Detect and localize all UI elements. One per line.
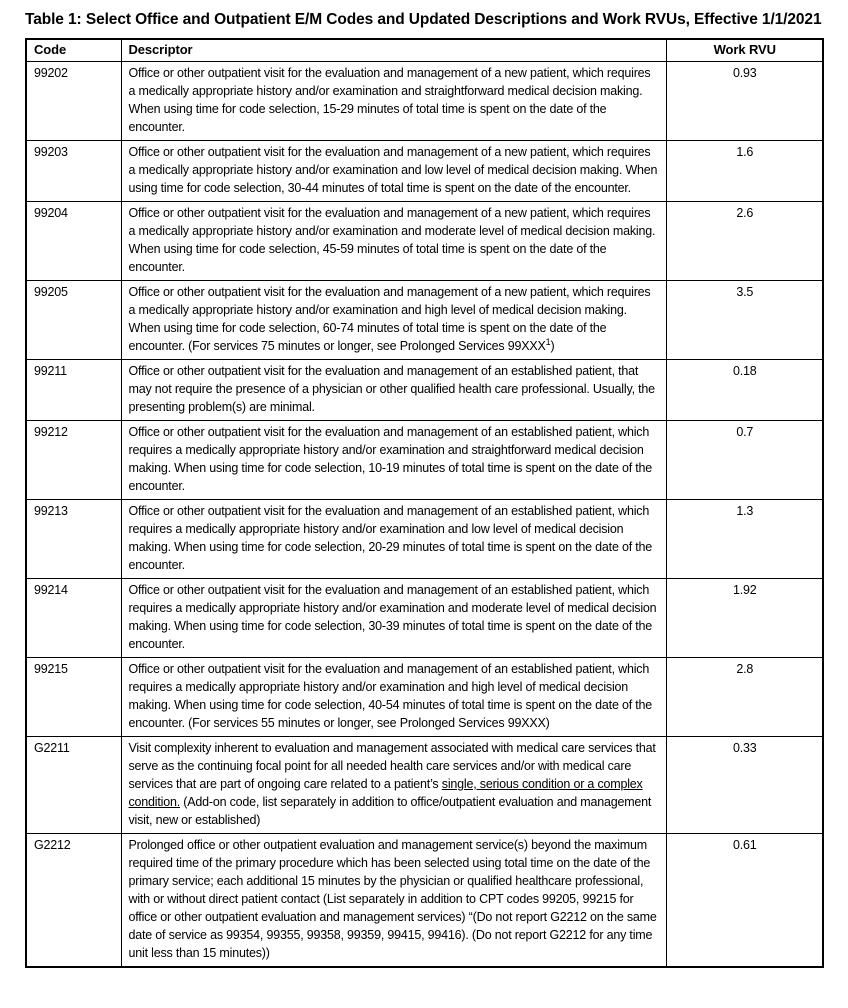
work-rvu-cell: 2.6 bbox=[666, 202, 823, 281]
table-row bbox=[26, 202, 823, 281]
table-row bbox=[26, 62, 823, 141]
descriptor-text-segment: ) bbox=[550, 339, 555, 353]
table-row bbox=[26, 360, 823, 421]
header-row bbox=[26, 39, 823, 62]
table-row bbox=[26, 421, 823, 500]
column-header-code: Code bbox=[26, 39, 121, 62]
table-row bbox=[26, 141, 823, 202]
table-body bbox=[26, 62, 823, 968]
code-cell: 99212 bbox=[26, 421, 121, 500]
descriptor-text-segment: Office or other outpatient visit for the evaluation and management of an established patient, that may not require the presence of a physician or other qualified health care professional. Usually, the presenting problem(s) are minimal. bbox=[128, 364, 655, 414]
descriptor-cell bbox=[121, 360, 666, 421]
column-header-work-rvu: Work RVU bbox=[666, 39, 823, 62]
descriptor-cell bbox=[121, 834, 666, 968]
work-rvu-cell: 1.92 bbox=[666, 579, 823, 658]
work-rvu-cell: 0.61 bbox=[666, 834, 823, 968]
descriptor-text-segment: Office or other outpatient visit for the evaluation and management of an established patient, which requires a medically appropriate history and/or examination and straightforward medical decision making. When using time for code selection, 10-19 minutes of total time is spent on the date of the encounter. bbox=[128, 425, 653, 493]
descriptor-text-segment: Office or other outpatient visit for the evaluation and management of a new patient, which requires a medically appropriate history and/or examination and straightforward medical decision making. When using time for code selection, 15-29 minutes of total time is spent on the date of the encounter. bbox=[128, 66, 651, 134]
table-header bbox=[26, 39, 823, 62]
descriptor-text-segment: Office or other outpatient visit for the evaluation and management of a new patient, which requires a medically appropriate history and/or examination and moderate level of medical decision making. When using time for code selection, 45-59 minutes of total time is spent on the date of the encounter. bbox=[128, 206, 656, 274]
descriptor-text-segment: 1 bbox=[545, 336, 551, 347]
code-cell: 99204 bbox=[26, 202, 121, 281]
table-row bbox=[26, 834, 823, 968]
descriptor-cell bbox=[121, 141, 666, 202]
table-title: Table 1: Select Office and Outpatient E/M Codes and Updated Descriptions and Work RVUs, Effective 1/1/2021 bbox=[25, 11, 822, 28]
table-row bbox=[26, 500, 823, 579]
table-row bbox=[26, 737, 823, 834]
code-cell: 99215 bbox=[26, 658, 121, 737]
descriptor-text-segment: Office or other outpatient visit for the evaluation and management of an established patient, which requires a medically appropriate history and/or examination and high level of medical decision making. When using time for code selection, 40-54 minutes of total time is spent on the date of the encounter. (For services 55 minutes or longer, see Prolonged Services 99XXX) bbox=[128, 662, 653, 730]
work-rvu-cell: 0.7 bbox=[666, 421, 823, 500]
descriptor-text-segment: Visit complexity inherent to evaluation and management associated with medical care services that serve as the continuing focal point for all needed health care services and/or with medical care services that are part of ongoing care related to a patient’s bbox=[128, 741, 656, 791]
work-rvu-cell: 2.8 bbox=[666, 658, 823, 737]
column-header-descriptor: Descriptor bbox=[121, 39, 666, 62]
code-cell: 99205 bbox=[26, 281, 121, 360]
code-cell: 99214 bbox=[26, 579, 121, 658]
descriptor-cell bbox=[121, 281, 666, 360]
descriptor-text-segment: single, serious condition or a complex condition. bbox=[128, 777, 643, 809]
descriptor-cell bbox=[121, 421, 666, 500]
table-row bbox=[26, 281, 823, 360]
table-row bbox=[26, 579, 823, 658]
descriptor-cell bbox=[121, 737, 666, 834]
descriptor-text-segment: Office or other outpatient visit for the evaluation and management of an established patient, which requires a medically appropriate history and/or examination and low level of medical decision making. When using time for code selection, 20-29 minutes of total time is spent on the date of the encounter. bbox=[128, 504, 653, 572]
descriptor-cell bbox=[121, 62, 666, 141]
descriptor-cell bbox=[121, 579, 666, 658]
descriptor-text-segment: (Add-on code, list separately in addition to office/outpatient evaluation and management visit, new or established) bbox=[128, 795, 652, 827]
code-cell: G2212 bbox=[26, 834, 121, 968]
code-cell: G2211 bbox=[26, 737, 121, 834]
code-cell: 99202 bbox=[26, 62, 121, 141]
code-cell: 99211 bbox=[26, 360, 121, 421]
work-rvu-cell: 1.6 bbox=[666, 141, 823, 202]
descriptor-text-segment: Office or other outpatient visit for the evaluation and management of a new patient, which requires a medically appropriate history and/or examination and low level of medical decision making. When using time for code selection, 30-44 minutes of total time is spent on the date of the encounter. bbox=[128, 145, 658, 195]
descriptor-text-segment: Office or other outpatient visit for the evaluation and management of a new patient, which requires a medically appropriate history and/or examination and high level of medical decision making. When using time for code selection, 60-74 minutes of total time is spent on the date of the encounter. (For services 75 minutes or longer, see Prolonged Services 99XXX bbox=[128, 285, 651, 353]
work-rvu-cell: 0.93 bbox=[666, 62, 823, 141]
work-rvu-cell: 1.3 bbox=[666, 500, 823, 579]
em-codes-table bbox=[25, 38, 824, 968]
descriptor-cell bbox=[121, 202, 666, 281]
descriptor-cell bbox=[121, 500, 666, 579]
code-cell: 99213 bbox=[26, 500, 121, 579]
code-cell: 99203 bbox=[26, 141, 121, 202]
descriptor-cell bbox=[121, 658, 666, 737]
work-rvu-cell: 0.18 bbox=[666, 360, 823, 421]
descriptor-text-segment: Prolonged office or other outpatient evaluation and management service(s) beyond the maximum required time of the primary procedure which has been selected using total time on the date of the primary service; each additional 15 minutes by the physician or qualified healthcare professional, with or without direct patient contact (List separately in addition to CPT codes 99205, 99215 for office or other outpatient evaluation and management services) “(Do not report G2212 on the same date of service as 99354, 99355, 99358, 99359, 99415, 99416). (Do not report G2212 for any time unit less than 15 minutes)) bbox=[128, 838, 657, 960]
descriptor-text-segment: Office or other outpatient visit for the evaluation and management of an established patient, which requires a medically appropriate history and/or examination and moderate level of medical decision making. When using time for code selection, 30-39 minutes of total time is spent on the date of the encounter. bbox=[128, 583, 657, 651]
work-rvu-cell: 0.33 bbox=[666, 737, 823, 834]
work-rvu-cell: 3.5 bbox=[666, 281, 823, 360]
table-row bbox=[26, 658, 823, 737]
